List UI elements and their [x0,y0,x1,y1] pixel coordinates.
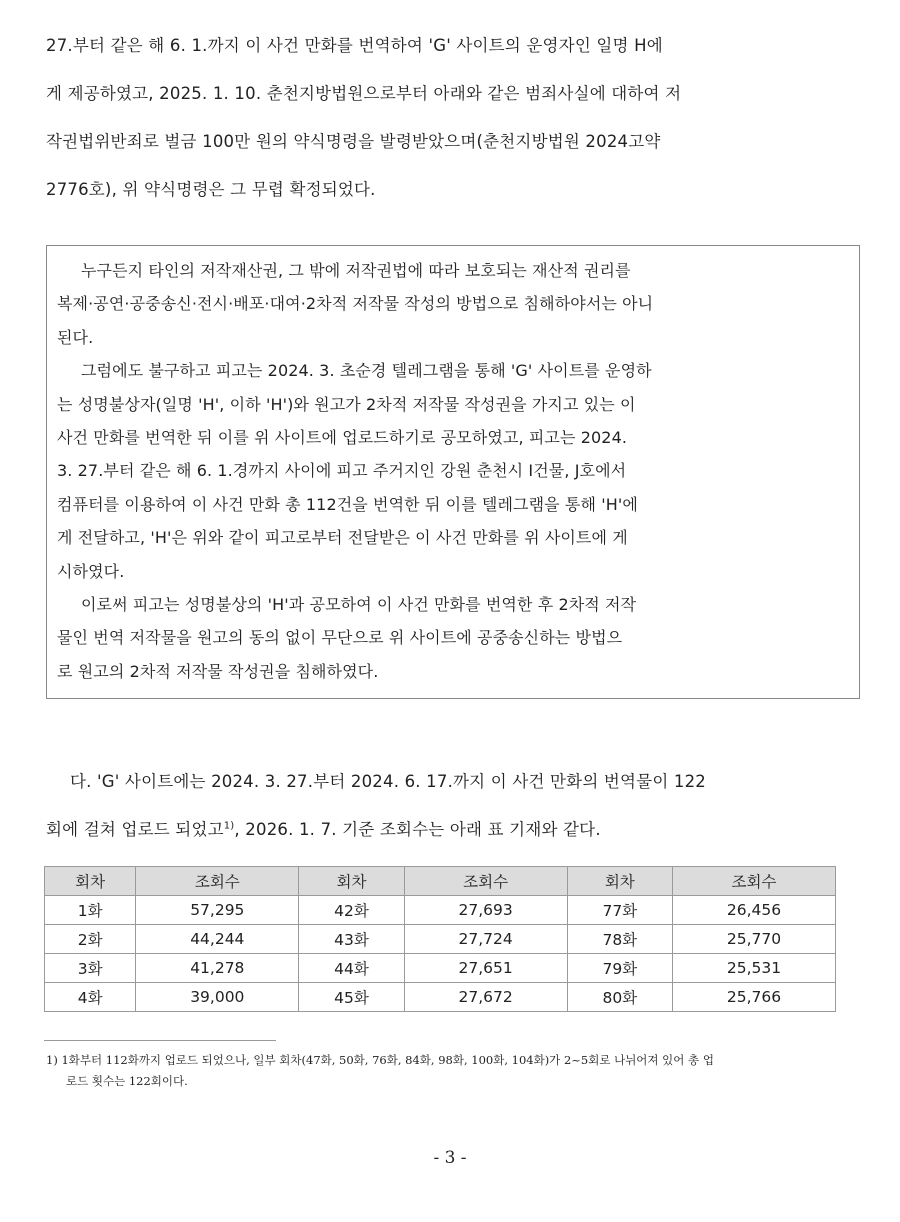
table-cell: 25,770 [672,925,835,954]
column-header: 조회수 [404,867,567,896]
table-cell: 39,000 [136,983,299,1012]
table-cell: 25,766 [672,983,835,1012]
table-cell: 43화 [299,925,404,954]
column-header: 회차 [45,867,136,896]
table-row [45,925,836,954]
table-row [45,983,836,1012]
table-row [45,954,836,983]
table-cell: 4화 [45,983,136,1012]
footnote-divider [44,1040,276,1041]
table-cell: 77화 [567,896,672,925]
box-line: 누구든지 타인의 저작재산권, 그 밖에 저작권법에 따라 보호되는 재산적 권리를 [81,261,631,280]
paragraph-2-text: , 2026. 1. 7. 기준 조회수는 아래 표 기재와 같다. [234,820,601,839]
table-cell: 27,672 [404,983,567,1012]
table-cell: 78화 [567,925,672,954]
table-cell: 27,651 [404,954,567,983]
table-cell: 1화 [45,896,136,925]
box-line: 복제·공연·공중송신·전시·배포·대여·2차적 저작물 작성의 방법으로 침해하야서는 아니 [57,294,654,314]
paragraph-1-line: 게 제공하였고, 2025. 1. 10. 춘천지방법원으로부터 아래와 같은 범죄사실에 대하여 저 [46,84,682,103]
column-header: 회차 [299,867,404,896]
crime-facts-box [46,245,860,699]
table-cell: 80화 [567,983,672,1012]
table-cell: 26,456 [672,896,835,925]
box-line: 시하였다. [57,561,125,581]
column-header: 조회수 [136,867,299,896]
footnote [46,1050,846,1092]
paragraph-1-line: 2776호), 위 약식명령은 그 무렵 확정되었다. [46,180,376,199]
box-line: 컴퓨터를 이용하여 이 사건 만화 총 112건을 번역한 뒤 이를 텔레그램을 통해 'H'에 [57,494,638,514]
paragraph-1-line: 27.부터 같은 해 6. 1.까지 이 사건 만화를 번역하여 'G' 사이트의 운영자인 일명 H에 [46,36,663,55]
page-number: - 3 - [433,1148,467,1168]
table-cell: 27,724 [404,925,567,954]
table-cell: 27,693 [404,896,567,925]
table-cell: 45화 [299,983,404,1012]
table-cell: 42화 [299,896,404,925]
table-cell: 79화 [567,954,672,983]
table-cell: 41,278 [136,954,299,983]
table-cell: 44,244 [136,925,299,954]
footnote-line: 1) 1화부터 112화까지 업로드 되었으나, 일부 회차(47화, 50화, 76화, 84화, 98화, 100화, 104화)가 2~5회로 나뉘어져 있어 총 업 [46,1053,714,1067]
box-line: 물인 번역 저작물을 원고의 동의 없이 무단으로 위 사이트에 공중송신하는 방법으 [57,628,623,648]
table-cell: 57,295 [136,896,299,925]
column-header: 회차 [567,867,672,896]
box-line: 사건 만화를 번역한 뒤 이를 위 사이트에 업로드하기로 공모하였고, 피고는 2024. [57,428,628,448]
footnote-reference[interactable]: 1) [223,820,235,832]
box-line: 3. 27.부터 같은 해 6. 1.경까지 사이에 피고 주거지인 강원 춘천시 I건물, J호에서 [57,461,627,481]
footnote-line: 로드 횟수는 122회이다. [66,1074,188,1088]
table-cell: 44화 [299,954,404,983]
box-line: 로 원고의 2차적 저작물 작성권을 침해하였다. [57,661,379,681]
paragraph-2-line [46,806,854,854]
paragraph-1 [46,22,854,214]
paragraph-1-line: 작권법위반죄로 벌금 100만 원의 약식명령을 발령받았으며(춘천지방법원 2024고약 [46,132,661,151]
box-line: 그럼에도 불구하고 피고는 2024. 3. 초순경 텔레그램을 통해 'G' 사이트를 운영하 [81,361,652,381]
table-header-row [45,867,836,896]
paragraph-2 [46,758,854,854]
box-line: 된다. [57,327,94,347]
table-cell: 2화 [45,925,136,954]
table-cell: 3화 [45,954,136,983]
box-line: 이로써 피고는 성명불상의 'H'과 공모하여 이 사건 만화를 번역한 후 2차적 저작 [81,595,637,615]
paragraph-2-line: 다. 'G' 사이트에는 2024. 3. 27.부터 2024. 6. 17.까지 이 사건 만화의 번역물이 122 [70,772,706,791]
box-line: 는 성명불상자(일명 'H', 이하 'H')와 원고가 2차적 저작물 작성권을 가지고 있는 이 [57,394,636,414]
view-count-table [44,866,836,1012]
box-line: 게 전달하고, 'H'은 위와 같이 피고로부터 전달받은 이 사건 만화를 위 사이트에 게 [57,528,628,548]
table-row [45,896,836,925]
paragraph-2-text: 회에 걸쳐 업로드 되었고 [46,820,224,839]
column-header: 조회수 [672,867,835,896]
table-cell: 25,531 [672,954,835,983]
